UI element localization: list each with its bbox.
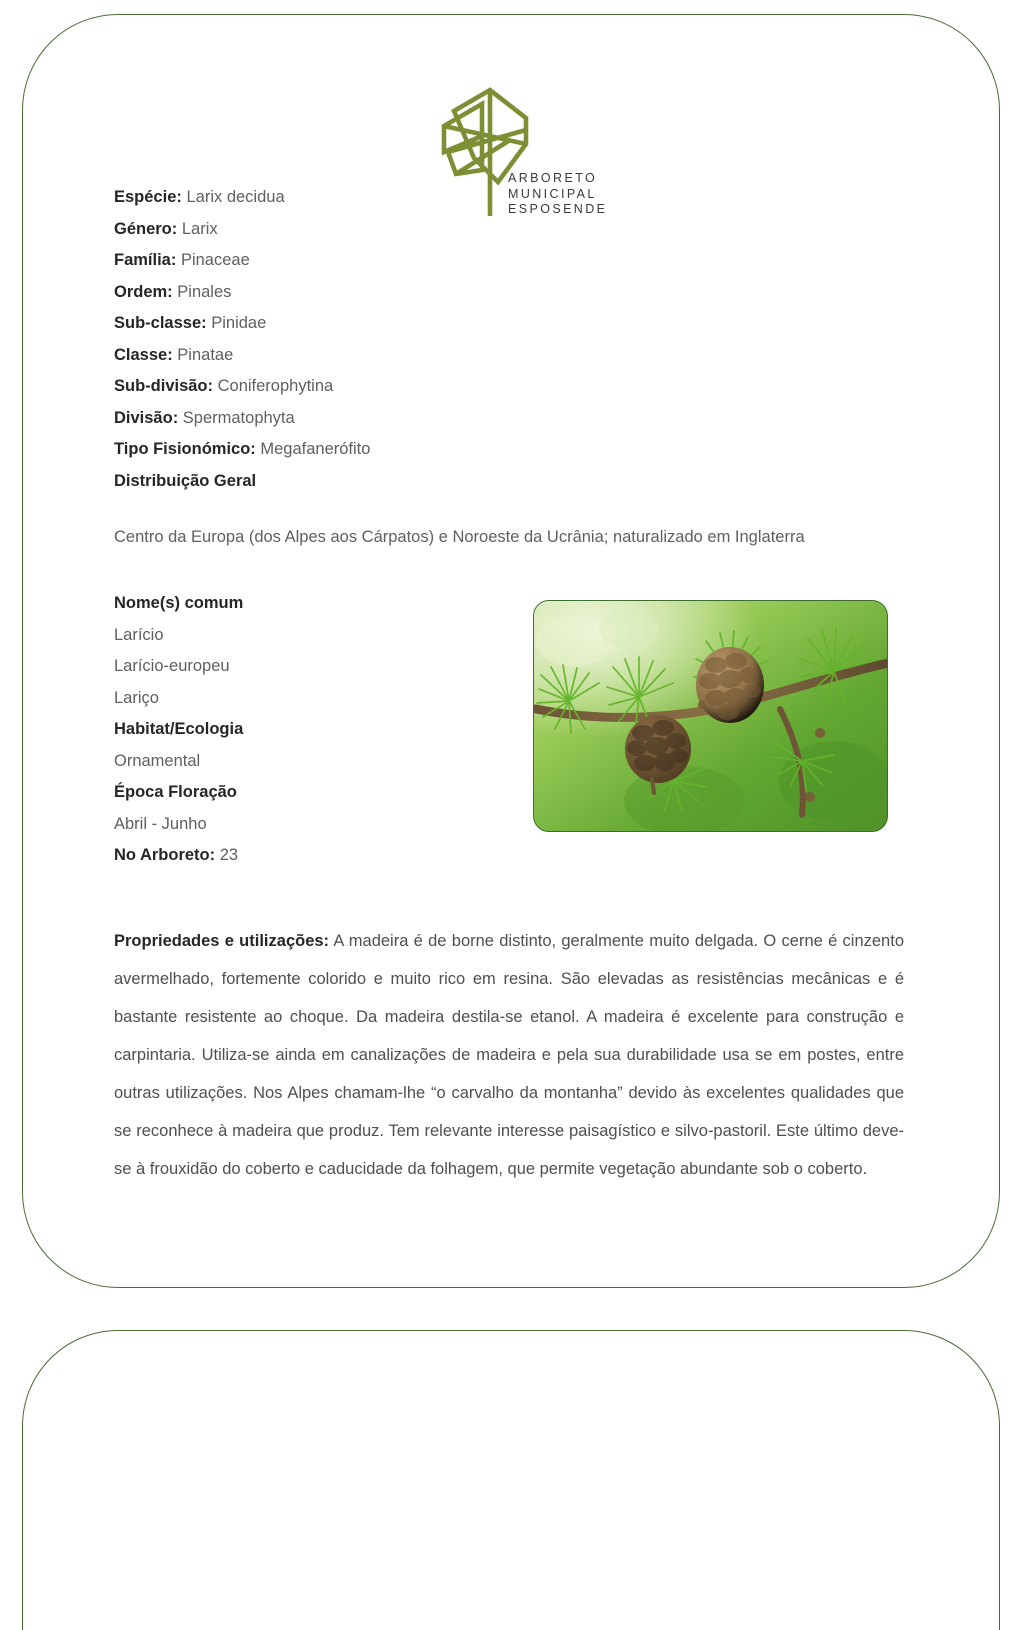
info-row-genero (114, 214, 534, 246)
properties-paragraph (114, 922, 904, 1188)
label-sub-classe: Sub-classe: (114, 314, 207, 332)
larch-cones-photo (533, 600, 888, 832)
label-tipo-fisionomico: Tipo Fisionómico: (114, 440, 256, 458)
info-row-especie (114, 182, 534, 214)
common-name-1: Larício (114, 625, 164, 644)
logo-line-2: MUNICIPAL (508, 186, 597, 201)
common-name-2: Larício-europeu (114, 657, 230, 675)
label-familia: Família: (114, 251, 177, 269)
common-name-3: Lariço (114, 688, 159, 707)
flowering-value: Abril - Junho (114, 814, 207, 833)
info-row-tipo-fisionomico (114, 434, 534, 466)
distribution-text: Centro da Europa (dos Alpes aos Cárpatos) e Noroeste da Ucrânia; naturalizado em Inglaterra (114, 528, 805, 546)
info-row-divisao (114, 403, 534, 435)
value-divisao: Spermatophyta (182, 408, 295, 427)
logo-line-3: ESPOSENDE (508, 202, 608, 216)
heading-habitat-ecologia: Habitat/Ecologia (114, 720, 244, 738)
info-row-ordem (114, 277, 534, 309)
label-especie: Espécie: (114, 188, 182, 206)
info-row-sub-classe (114, 308, 534, 340)
label-classe: Classe: (114, 345, 173, 364)
value-familia: Pinaceae (180, 251, 250, 269)
habitat-value: Ornamental (114, 751, 201, 770)
heading-nome-comum: Nome(s) comum (114, 594, 244, 612)
next-page-border-frame (22, 1330, 1000, 1630)
label-sub-divisao: Sub-divisão: (114, 377, 214, 395)
info-row-classe (114, 340, 534, 372)
value-tipo-fisionomico: Megafanerófito (260, 440, 371, 458)
label-genero: Género: (114, 219, 178, 238)
info-row-sub-divisao (114, 371, 534, 403)
value-especie: Larix decidua (186, 188, 285, 206)
label-no-arboreto: No Arboreto: (114, 846, 216, 864)
label-ordem: Ordem: (114, 282, 173, 301)
value-no-arboreto: 23 (219, 846, 239, 864)
secondary-info-list (114, 588, 534, 872)
value-sub-classe: Pinidae (211, 314, 267, 332)
info-row-familia (114, 245, 534, 277)
value-sub-divisao: Coniferophytina (217, 377, 334, 395)
heading-epoca-floracao: Época Floração (114, 783, 237, 801)
properties-text: A madeira é de borne distinto, geralmente muito delgada. O cerne é cinzento avermelhado, fortemente colorido e muito rico em resina. São elevadas as resistências mecânicas e é bastante resistente ao choque. Da madeira destila-se etanol. A madeira é excelente para construção e carpintaria. Utiliza-se ainda em canalizações de madeira e pela sua durabilidade usa se em postes, entre outras utilizações. Nos Alpes chamam-lhe “o carvalho da montanha” devido às excelentes qualidades que se reconhece à madeira que produz. Tem relevante interesse paisagístico e silvo-pastoril. Este último deve-se à frouxidão do coberto e caducidade da folhagem, que permite vegetação abundante sob o coberto. (114, 932, 904, 1178)
value-classe: Pinatae (177, 345, 234, 364)
label-divisao: Divisão: (114, 408, 179, 427)
logo-line-1: ARBORETO (508, 171, 598, 185)
value-ordem: Pinales (177, 282, 232, 301)
species-info-list (114, 182, 534, 497)
heading-distribuicao-geral: Distribuição Geral (114, 471, 257, 490)
info-row-no-arboreto (114, 840, 534, 872)
value-genero: Larix (181, 219, 218, 238)
properties-label: Propriedades e utilizações: (114, 932, 330, 950)
